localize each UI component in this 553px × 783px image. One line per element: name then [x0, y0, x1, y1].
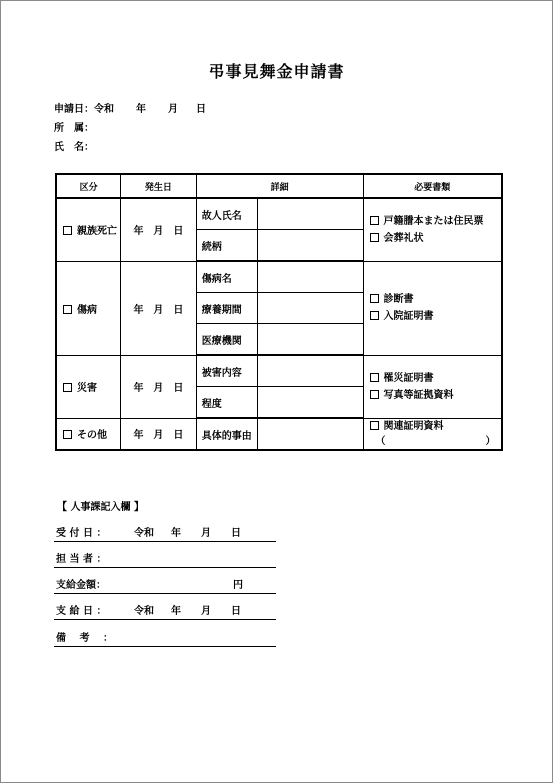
category-cell: 親族死亡: [56, 198, 121, 261]
detail-input[interactable]: [258, 355, 363, 387]
detail-label: 傷病名: [196, 261, 258, 293]
occurrence-date-cell: 年 月 日: [121, 355, 197, 418]
condolence-table: [55, 173, 503, 451]
checkbox-icon[interactable]: [63, 305, 72, 314]
checkbox-icon[interactable]: [370, 311, 379, 320]
detail-label: 療養期間: [196, 293, 258, 324]
notes-row[interactable]: 備 考 ：: [54, 627, 276, 647]
application-date-field: 申請日：令和 年 月 日: [54, 104, 206, 115]
checkbox-icon[interactable]: [370, 373, 379, 382]
detail-label: 程度: [196, 387, 258, 419]
table-row: [56, 418, 502, 450]
detail-label: 続柄: [196, 230, 258, 262]
detail-input[interactable]: [258, 198, 363, 230]
required-docs-cell: 戸籍謄本または住民票 会葬礼状: [363, 198, 502, 261]
category-cell: 傷病: [56, 261, 121, 355]
detail-input[interactable]: [258, 230, 363, 262]
detail-input[interactable]: [258, 293, 363, 324]
name-field: 氏 名：: [54, 142, 94, 153]
detail-input[interactable]: [258, 324, 363, 356]
checkbox-icon[interactable]: [63, 226, 72, 235]
detail-input[interactable]: [258, 387, 363, 419]
table-row: [56, 355, 502, 387]
checkbox-icon[interactable]: [63, 383, 72, 392]
category-cell: その他: [56, 418, 121, 450]
occurrence-date-cell: 年 月 日: [121, 261, 197, 355]
detail-input[interactable]: [258, 261, 363, 293]
header-date: 発生日: [121, 174, 197, 198]
detail-label: 被害内容: [196, 355, 258, 387]
category-cell: 災害: [56, 355, 121, 418]
affiliation-field: 所 属：: [54, 123, 94, 134]
detail-input[interactable]: [258, 418, 363, 450]
occurrence-date-cell: 年 月 日: [121, 198, 197, 261]
table-row: [56, 198, 502, 230]
payment-date-row[interactable]: 支 給 日 ： 令和 年 月 日: [54, 600, 276, 620]
table-row: [56, 261, 502, 293]
form-title: 弔事見舞金申請書: [208, 62, 345, 81]
header-details: 詳細: [196, 174, 363, 198]
occurrence-date-cell: 年 月 日: [121, 418, 197, 450]
table-header-row: [56, 174, 502, 198]
detail-label: 具体的事由: [196, 418, 258, 450]
payment-amount-row[interactable]: 支給金額： 円: [54, 574, 276, 594]
hr-section-heading: 【 人事課記入欄 】: [57, 502, 144, 513]
checkbox-icon[interactable]: [370, 390, 379, 399]
detail-label: 故人氏名: [196, 198, 258, 230]
detail-label: 医療機関: [196, 324, 258, 356]
checkbox-icon[interactable]: [370, 421, 379, 430]
checkbox-icon[interactable]: [370, 216, 379, 225]
handler-row[interactable]: 担 当 者 ：: [54, 548, 276, 568]
checkbox-icon[interactable]: [63, 430, 72, 439]
required-docs-cell: 診断書 入院証明書: [363, 261, 502, 355]
required-docs-cell: 罹災証明書 写真等証拠資料: [363, 355, 502, 418]
checkbox-icon[interactable]: [370, 233, 379, 242]
header-documents: 必要書類: [363, 174, 502, 198]
checkbox-icon[interactable]: [370, 294, 379, 303]
received-date-row[interactable]: 受 付 日 ： 令和 年 月 日: [54, 522, 276, 542]
required-docs-cell: 関連証明資料 （ ）: [363, 418, 502, 450]
header-category: 区分: [56, 174, 121, 198]
